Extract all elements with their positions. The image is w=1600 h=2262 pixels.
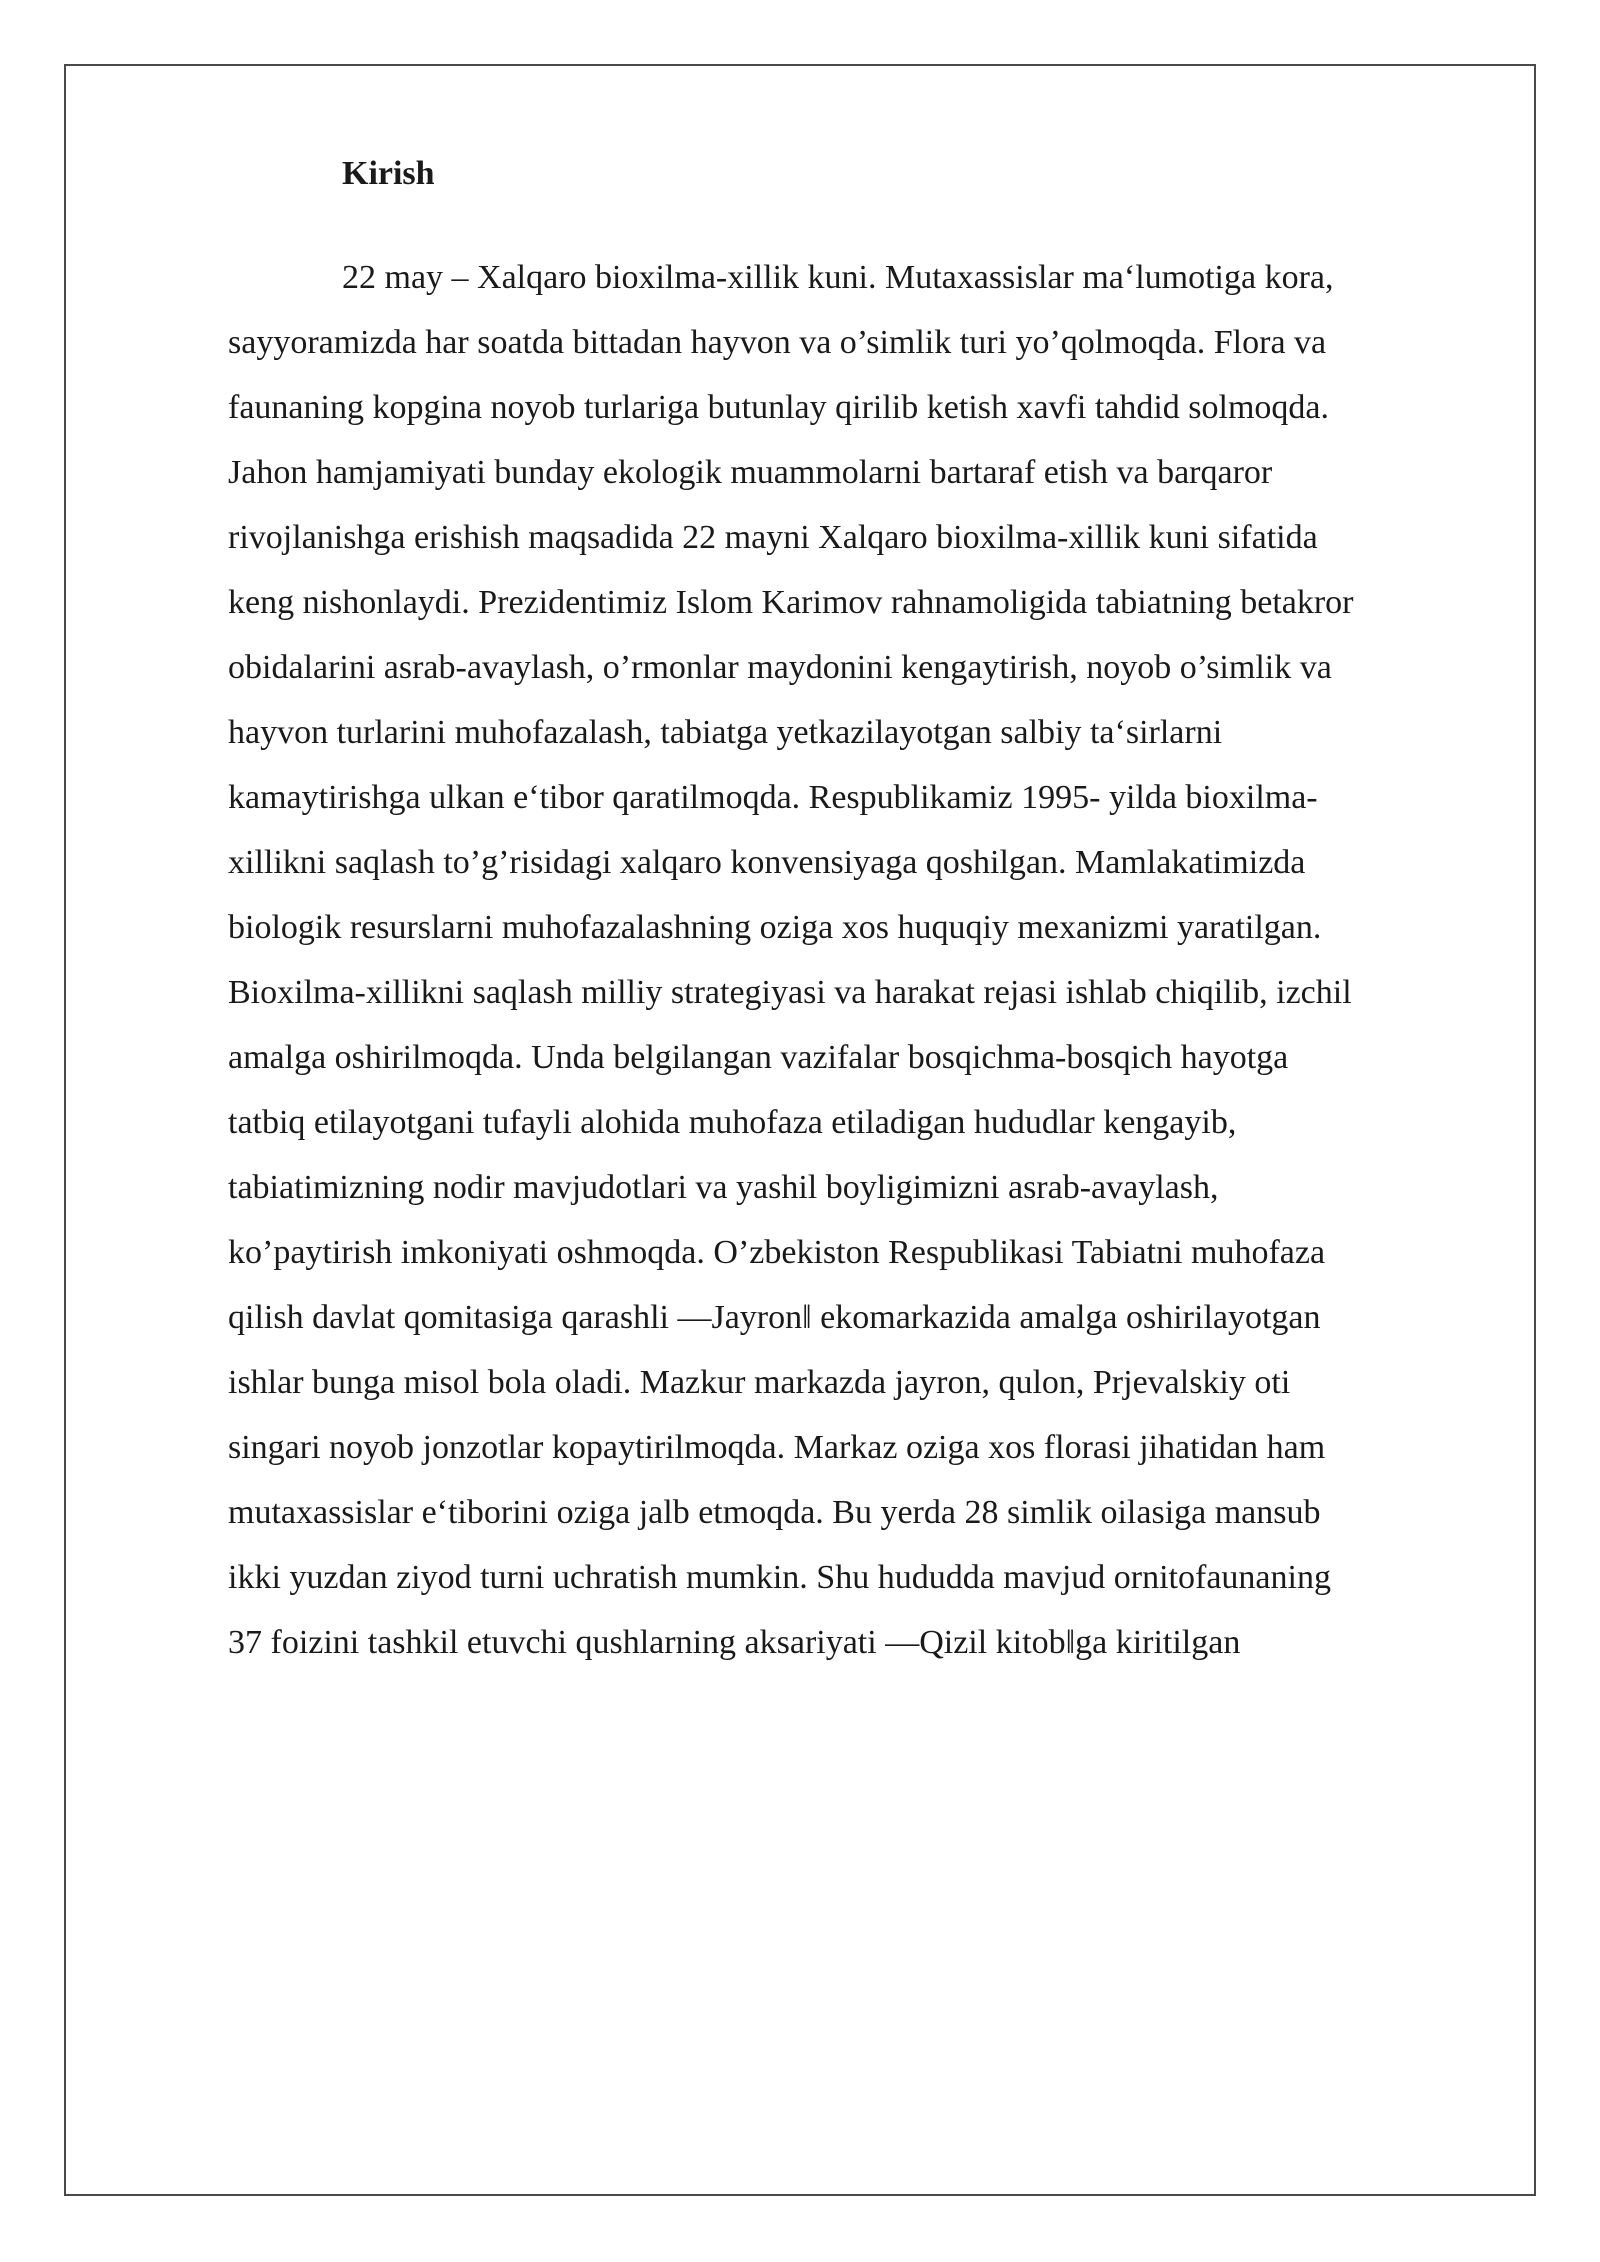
paragraph-line: mutaxassislar eʻtiborini oziga jalb etmoqda. Bu yerda 28 simlik oilasiga mansub — [228, 1494, 1321, 1531]
paragraph-line: tabiatimizning nodir mavjudotlari va yashil boyligimizni asrab-avaylash, — [228, 1169, 1219, 1206]
body-paragraph — [228, 245, 1488, 1675]
paragraph-line: amalga oshirilmoqda. Unda belgilangan vazifalar bosqichma-bosqich hayotga — [228, 1039, 1289, 1076]
paragraph-line: xillikni saqlash to’g’risidagi xalqaro konvensiyaga qoshilgan. Mamlakatimizda — [228, 844, 1306, 881]
paragraph-line: ikki yuzdan ziyod turni uchratish mumkin. Shu hududda mavjud ornitofaunaning — [228, 1559, 1331, 1596]
paragraph-line: keng nishonlaydi. Prezidentimiz Islom Karimov rahnamoligida tabiatning betakror — [228, 584, 1354, 621]
paragraph-line: ishlar bunga misol bola oladi. Mazkur markazda jayron, qulon, Prjevalskiy oti — [228, 1364, 1291, 1401]
section-heading: Kirish — [342, 155, 435, 192]
paragraph-line: hayvon turlarini muhofazalash, tabiatga yetkazilayotgan salbiy taʻsirlarni — [228, 714, 1223, 751]
paragraph-line: sayyoramizda har soatda bittadan hayvon va o’simlik turi yo’qolmoqda. Flora va — [228, 324, 1327, 361]
paragraph-line: faunaning kopgina noyob turlariga butunlay qirilib ketish xavfi tahdid solmoqda. — [228, 389, 1330, 426]
paragraph-line: biologik resurslarni muhofazalashning oziga xos huquqiy mexanizmi yaratilgan. — [228, 909, 1322, 946]
paragraph-line: ko’paytirish imkoniyati oshmoqda. O’zbekiston Respublikasi Tabiatni muhofaza — [228, 1234, 1326, 1271]
paragraph-line: obidalarini asrab-avaylash, o’rmonlar maydonini kengaytirish, noyob o’simlik va — [228, 649, 1332, 686]
paragraph-line: rivojlanishga erishish maqsadida 22 mayni Xalqaro bioxilma-xillik kuni sifatida — [228, 519, 1318, 556]
paragraph-line: qilish davlat qomitasiga qarashli ―Jayron‖ ekomarkazida amalga oshirilayotgan — [228, 1299, 1321, 1336]
paragraph-line: Bioxilma-xillikni saqlash milliy strategiyasi va harakat rejasi ishlab chiqilib, izchil — [228, 974, 1352, 1011]
paragraph-line: 37 foizini tashkil etuvchi qushlarning aksariyati ―Qizil kitob‖ga kiritilgan — [228, 1624, 1241, 1661]
paragraph-line: Jahon hamjamiyati bunday ekologik muammolarni bartaraf etish va barqaror — [228, 454, 1273, 491]
paragraph-line: 22 may – Xalqaro bioxilma-xillik kuni. Mutaxassislar maʻlumotiga kora, — [342, 259, 1334, 296]
paragraph-line: tatbiq etilayotgani tufayli alohida muhofaza etiladigan hududlar kengayib, — [228, 1104, 1237, 1141]
paragraph-line: kamaytirishga ulkan eʻtibor qaratilmoqda. Respublikamiz 1995- yilda bioxilma- — [228, 779, 1318, 816]
paragraph-line: singari noyob jonzotlar kopaytirilmoqda. Markaz oziga xos florasi jihatidan ham — [228, 1429, 1326, 1466]
